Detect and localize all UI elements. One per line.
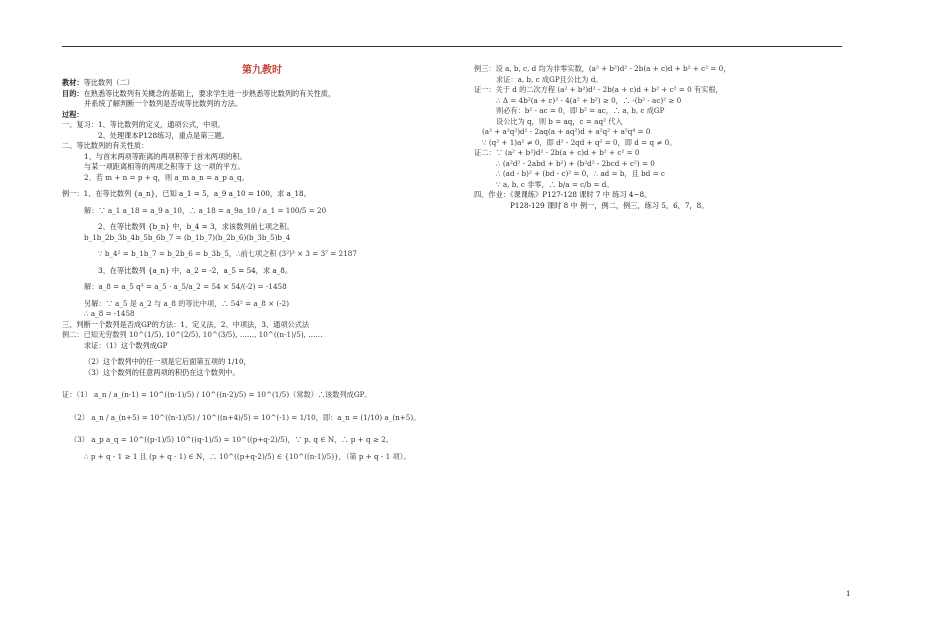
textbook-value: 等比数列（二）	[83, 78, 134, 87]
property-2: 2、若 m + n = p + q，则 a_m a_n = a_p a_q。	[84, 172, 249, 182]
goal-line	[62, 89, 462, 100]
proof-1-line-b: 则必有：b² - ac = 0，即 b² = ac，∴ a, b, c 成GP	[496, 106, 665, 115]
example-1-3-alt: 另解：∵ a_5 是 a_2 与 a_8 的等比中项，∴ 54² = a_8 × (-2)	[84, 298, 290, 308]
example-1-2: 2、在等比数列 {b_n} 中，b_4 = 3，求该数列前七项之积。	[98, 222, 294, 231]
example-3: 例三：设 a, b, c, d 均为非零实数，(a² + b²)d² - 2b(a + c)d + b² + c² = 0，	[474, 64, 731, 73]
homework-line-1: 四、作业：《课课练》P127-128 课时 7 中 练习 4~8。	[474, 190, 652, 199]
property-1: 1、与首末两项等距离的两项积等于首末两项的积。	[84, 151, 247, 161]
example-2-proof-3: （3） a_p a_q = 10^((p-1)/5) 10^((q-1)/5) = 10^((p+q-2)/5)，∵ p, q ∈ N，∴ p + q ≥ 2。	[70, 435, 393, 444]
section-review: 一、复习：1、等比数列的定义，通项公式，中项。	[62, 120, 225, 129]
lesson-title: 第九教时	[242, 65, 282, 76]
example-3-question: 求证：a, b, c 成GP且公比为 d。	[496, 74, 603, 84]
right-column	[474, 64, 854, 211]
example-1-3-solution: 解：a_8 = a_5 q³ = a_5 · a_5/a_2 = 54 × 54/(-2) = -1458	[84, 282, 287, 291]
goal-text-1: 在熟悉等比数列有关概念的基础上，要求学生进一步熟悉等比数列的有关性质，	[83, 88, 336, 98]
example-2-proof-2: （2） a_n / a_(n+5) = 10^((n-1)/5) / 10^((n+4)/5) = 10^(-1) = 1/10，即：a_n = (1/10) a_(n+5)。	[70, 412, 421, 422]
page-number: 1	[846, 590, 851, 598]
example-1-1: 例一：1、在等比数列 {a_n}，已知 a_1 = 5，a_9 a_10 = 100，求 a_18。	[62, 189, 311, 198]
proof-1-line-a: ∴ Δ = 4b²(a + c)² - 4(a² + b²) ≥ 0，∴ -(b² - ac)² ≥ 0	[496, 95, 682, 105]
example-1-3-result: ∴ a_8 = -1458	[84, 309, 135, 318]
proof-1-line-c: 设公比为 q，则 b = aq，c = aq² 代入	[496, 116, 623, 126]
proof-2-line-c: ∵ a, b, c 非零，∴ b/a = c/b = d。	[496, 179, 614, 189]
proof-2-line-b: ∴ (ad - b)² + (bd - c)² = 0，∴ ad = b，且 bd = c	[496, 169, 665, 178]
example-2-part-1: 求证：（1）这个数列成GP	[84, 340, 168, 350]
section-methods: 三、判断一个数列是否成GP的方法：1、定义法，2、中项法，3、通项公式法	[62, 319, 310, 329]
example-2-part-2: （2）这个数列中的任一项是它后面第五项的 1/10，	[84, 357, 251, 366]
property-1b: 与某一项距离相等的两项之积等于 这一项的平方。	[84, 162, 245, 171]
header-rule	[62, 46, 842, 47]
example-1-3: 3、在等比数列 {a_n} 中，a_2 = -2，a_5 = 54，求 a_8。	[98, 265, 293, 275]
example-1-2-line-1: b_1b_2b_3b_4b_5b_6b_7 = (b_1b_7)(b_2b_6)(b_3b_5)b_4	[84, 232, 291, 242]
proof-1: 证一：关于 d 的二次方程 (a² + b²)d² - 2b(a + c)d + b² + c² = 0 有实根，	[474, 85, 723, 94]
goal-label: 目的：	[62, 88, 84, 98]
example-2-proof-4: ∴ p + q - 1 ≥ 1 且 (p + q - 1) ∈ N，∴ 10^((p+q-2)/5) ∈ {10^((n-1)/5)}，（第 p + q - 1 项）。	[84, 451, 411, 461]
homework-line-2: P128-129 课时 8 中 例一，例二，例三，练习 5，6，7，8。	[510, 200, 709, 210]
proof-1-line-e: ∵ (q² + 1)a² ≠ 0，即 d² - 2qd + q² = 0，即 d = q ≠ 0。	[482, 137, 677, 147]
process-label: 过程：	[62, 109, 84, 119]
goal-text-2: 并系统了解判断一个数列是否成等比数列的方法。	[84, 99, 243, 108]
example-1-2-line-2: ∵ b_4² = b_1b_7 = b_2b_6 = b_3b_5，∴前七项之积 (3²)³ × 3 = 3⁷ = 2187	[98, 249, 357, 258]
example-2: 例二：已知无穷数列 10^(1/5), 10^(2/5), 10^(3/5), ……, 10^((n-1)/5), ……	[62, 330, 323, 339]
proof-2: 证二：∵ (a² + b²)d² - 2b(a + c)d + b² + c² = 0	[474, 148, 640, 157]
proof-1-line-d: (a² + a²q²)d² - 2aq(a + aq²)d + a²q² + a²q⁴ = 0	[482, 127, 651, 136]
section-review-2: 2、处理课本P128练习，重点是第三题。	[98, 130, 229, 140]
section-properties: 二、等比数列的有关性质：	[62, 141, 149, 150]
proof-2-line-a: ∴ (a²d² - 2abd + b²) + (b²d² - 2bcd + c²) = 0	[496, 158, 655, 168]
textbook-label: 教材：	[62, 78, 84, 87]
example-2-proof-1: 证：（1） a_n / a_(n-1) = 10^((n-1)/5) / 10^((n-2)/5) = 10^(1/5)（常数）∴该数列成GP。	[62, 390, 372, 399]
example-1-1-solution: 解：∵ a_1 a_18 = a_9 a_10，∴ a_18 = a_9a_10 / a_1 = 100/5 = 20	[84, 205, 327, 215]
example-2-part-3: （3）这个数列的任意两项的积仍在这个数列中。	[84, 367, 240, 377]
textbook-line	[62, 78, 462, 89]
left-column	[62, 64, 462, 462]
